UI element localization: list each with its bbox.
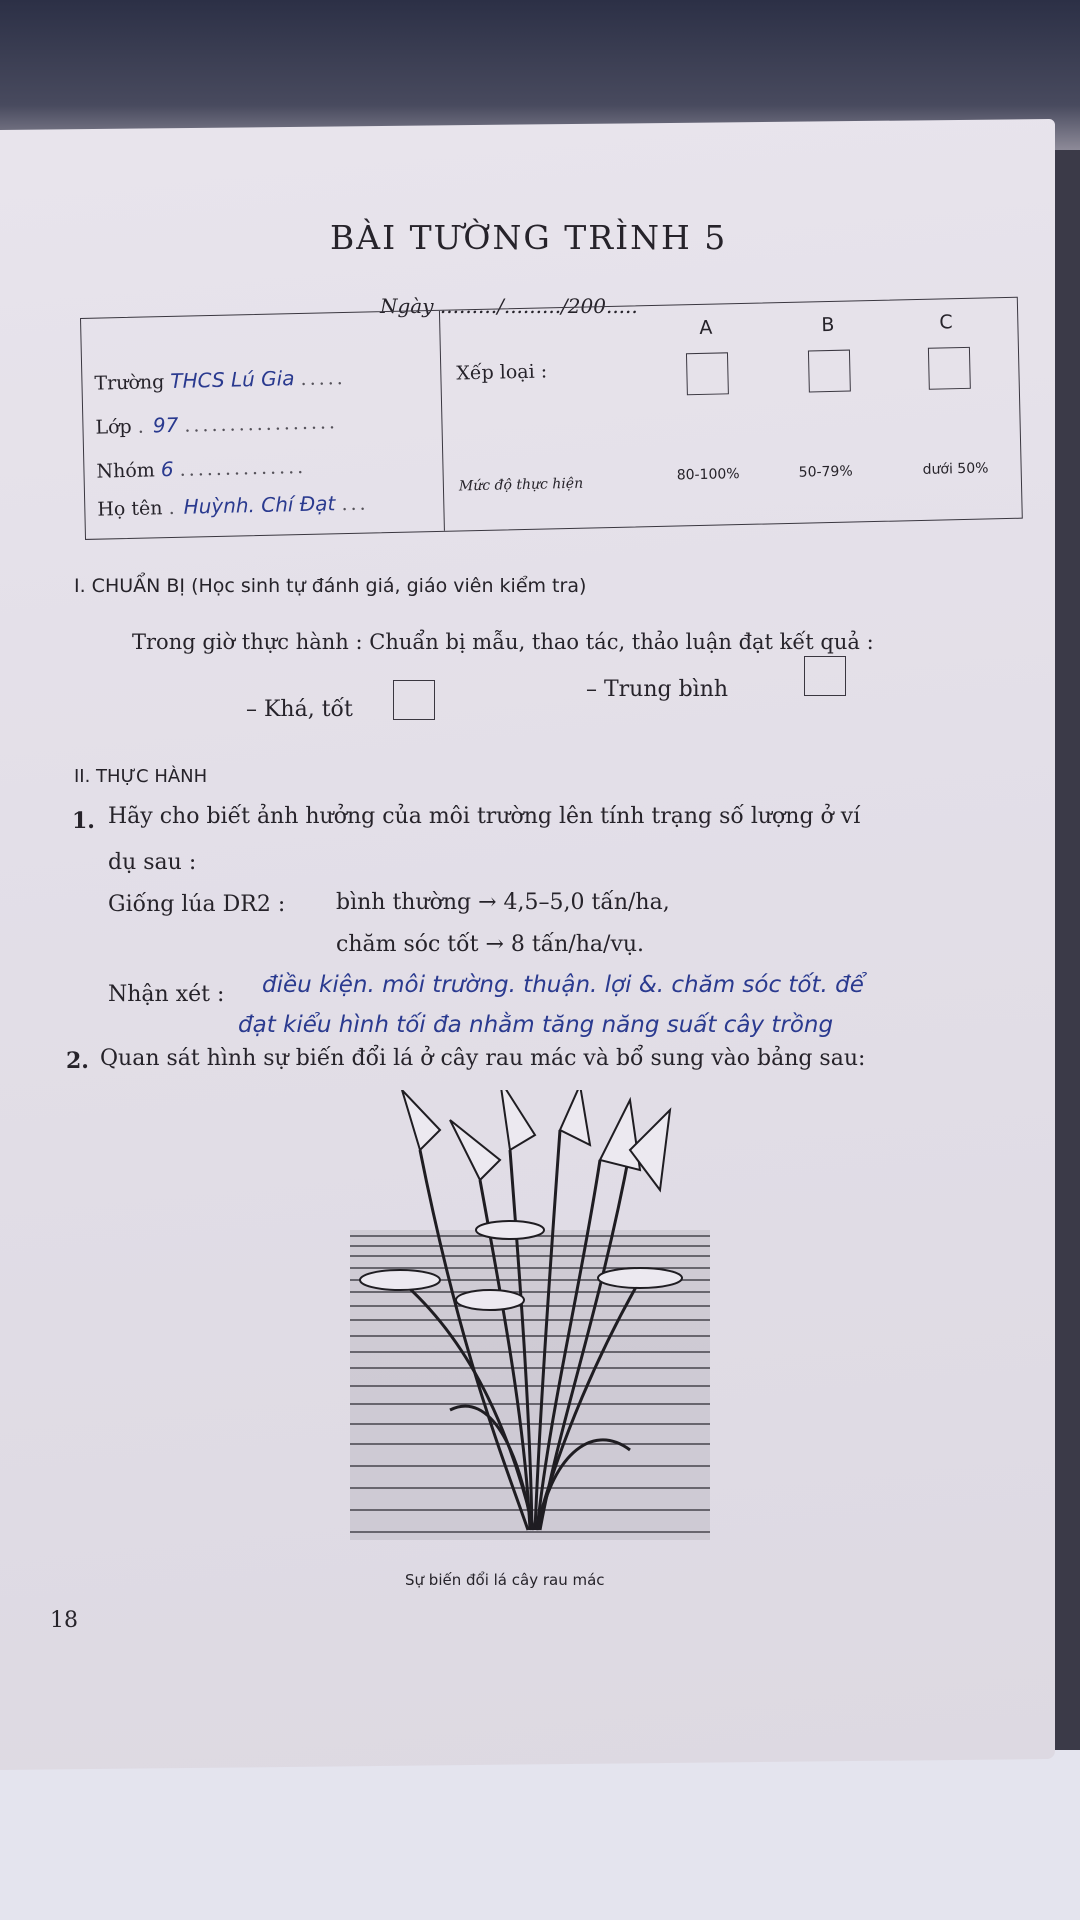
section1-heading: I. CHUẨN BỊ (Học sinh tự đánh giá, giáo viên kiểm tra) (74, 575, 587, 597)
group-label: Nhóm (96, 459, 156, 483)
grade-b-label: B (821, 313, 835, 337)
student-info-left (81, 311, 445, 539)
arrow-leaves (402, 1090, 670, 1190)
grade-b-range: 50-79% (798, 463, 853, 481)
q1-line2: dụ sau : (108, 850, 197, 875)
page-number: 18 (50, 1608, 78, 1633)
date-line: Ngày ........./........./200..... (380, 294, 638, 318)
group-row: Nhóm 6 .............. (96, 455, 307, 483)
nhan-xet-answer-line1: điều kiện. môi trường. thuận. lợi &. chăm sóc tốt. để (262, 972, 864, 998)
q2-number: 2. (66, 1048, 89, 1074)
option-kha-tot-checkbox[interactable] (393, 680, 435, 720)
xep-loai-label: Xếp loại : (456, 360, 548, 385)
school-value: THCS Lú Gia (170, 366, 295, 393)
option-trung-binh-checkbox[interactable] (804, 656, 846, 696)
figure-caption: Sự biến đổi lá cây rau mác (405, 1571, 605, 1589)
grade-b-checkbox[interactable] (808, 350, 851, 393)
q2-text: Quan sát hình sự biến đổi lá ở cây rau mác và bổ sung vào bảng sau: (100, 1046, 866, 1071)
name-value: Huỳnh. Chí Đạt (183, 491, 336, 519)
q1-example-label: Giống lúa DR2 : (108, 892, 286, 917)
nhan-xet-label: Nhận xét : (108, 982, 225, 1007)
q1-line1: Hãy cho biết ảnh hưởng của môi trường lên tính trạng số lượng ở ví (108, 804, 861, 829)
class-label: Lớp (95, 415, 132, 439)
option-kha-tot-label: – Khá, tốt (246, 697, 353, 722)
muc-do-label: Mức độ thực hiện (458, 475, 584, 495)
school-row: Trường THCS Lú Gia ..... (94, 366, 346, 395)
grade-a-range: 80-100% (676, 466, 740, 484)
grade-a-checkbox[interactable] (686, 352, 729, 395)
grade-c-label: C (939, 311, 953, 334)
group-value: 6 (160, 456, 174, 482)
student-info-table (80, 297, 1023, 540)
grade-c-checkbox[interactable] (928, 347, 971, 390)
name-row: Họ tên . Huỳnh. Chí Đạt ... (97, 491, 369, 521)
grade-a-label: A (699, 316, 713, 339)
q1-example-normal: bình thường → 4,5–5,0 tấn/ha, (336, 890, 670, 915)
grade-c-range: dưới 50% (922, 460, 989, 478)
page-title: BÀI TƯỜNG TRÌNH 5 (330, 218, 728, 257)
section1-instruction: Trong giờ thực hành : Chuẩn bị mẫu, thao tác, thảo luận đạt kết quả : (132, 630, 874, 654)
class-value: 97 (152, 412, 179, 438)
class-row: Lớp . 97 ................. (95, 411, 339, 439)
school-label: Trường (94, 371, 165, 395)
option-trung-binh-label: – Trung bình (586, 677, 729, 702)
background-bottom (0, 1750, 1080, 1920)
section2-heading: II. THỰC HÀNH (74, 766, 208, 787)
nhan-xet-answer-line2: đạt kiểu hình tối đa nhằm tăng năng suất cây trồng (238, 1012, 834, 1038)
name-label: Họ tên (97, 497, 163, 521)
arrowhead-plant-figure (340, 1090, 710, 1550)
q1-example-care: chăm sóc tốt → 8 tấn/ha/vụ. (336, 932, 645, 957)
q1-number: 1. (72, 808, 95, 834)
